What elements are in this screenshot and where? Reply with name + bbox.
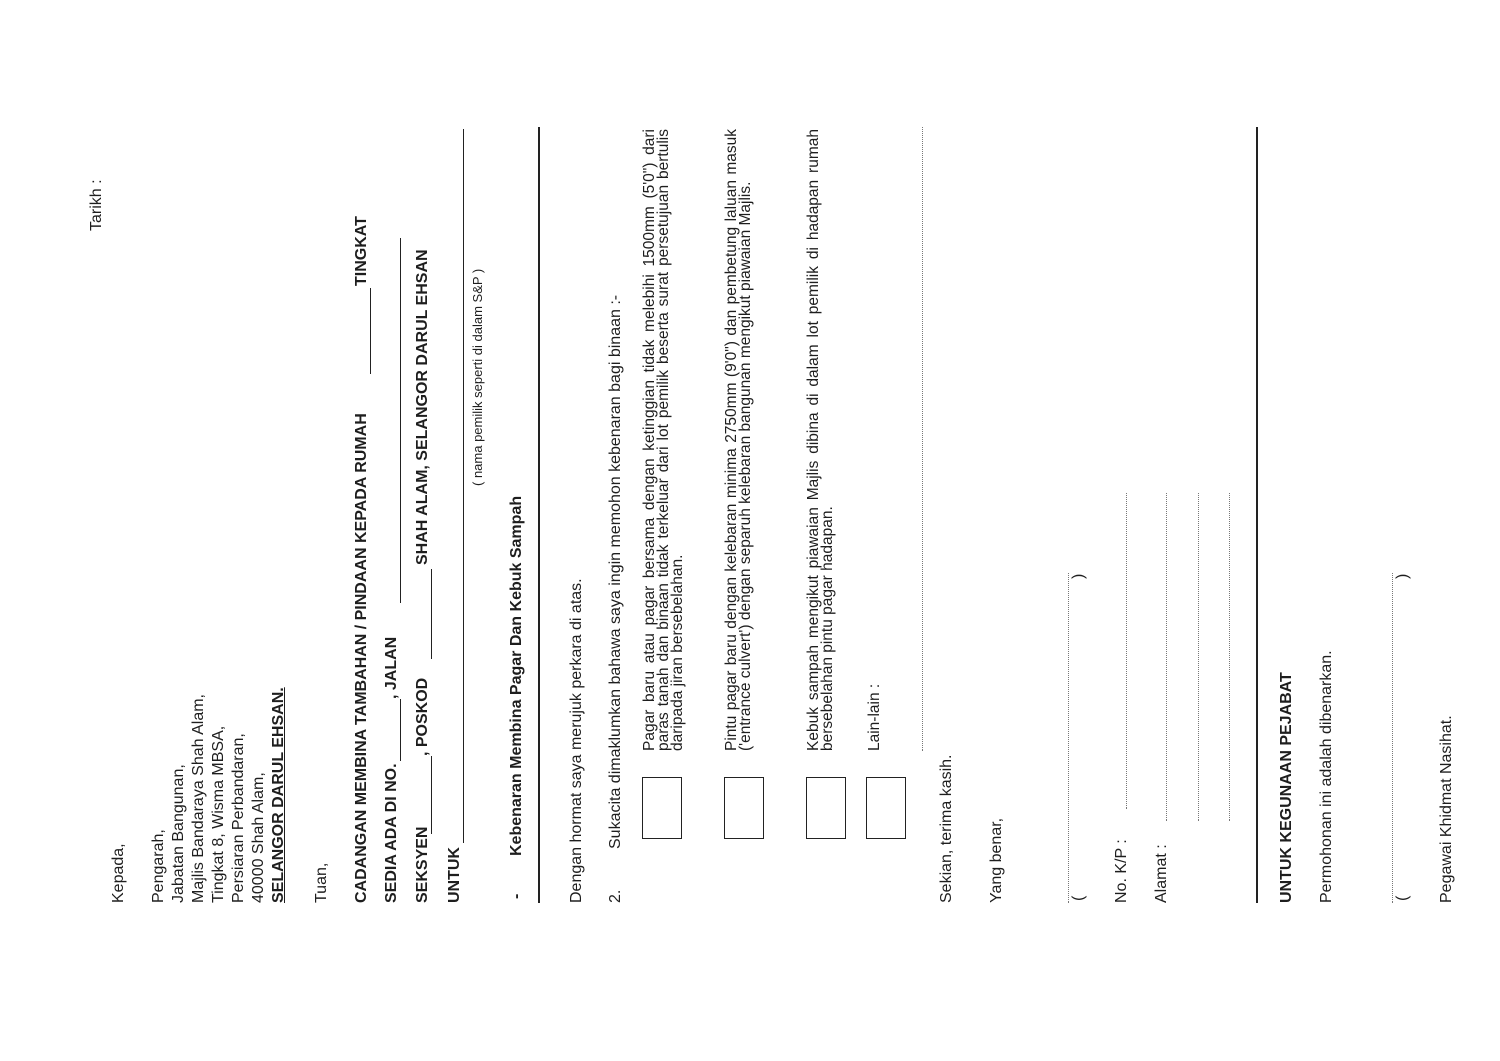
closing-thanks: Sekian, terima kasih.	[938, 754, 955, 903]
field-address-line-2[interactable]	[1198, 493, 1199, 821]
option-text-bin: Kebuk sampah mengikut piawaian Majlis dibina di dalam lot pemilik di hadapan rumah bersebelahan pintu pagar hadapan.	[805, 129, 836, 751]
salutation: Tuan,	[313, 862, 330, 903]
field-postcode[interactable]	[431, 569, 432, 659]
option-text-gate: Pintu pagar baru dengan kelebaran minima 2750mm (9'0") dan pembetung laluan masuk ('entrance culvert') dengan separuh kelebaran bangunan mengikut piawaian Majlis.	[723, 129, 754, 751]
option-text-fence: Pagar baru atau pagar bersama dengan ketinggian tidak melebihi 1500mm (5'0") dari paras tanah dan binaan tidak terkeluar dari lot pemilik beserta surat persetujuan bertulis daripada jiran bersebelahan.	[641, 129, 686, 751]
field-other-description[interactable]	[922, 127, 923, 751]
address-line: Persiaran Perbandaran,	[230, 733, 247, 903]
subject-line-3: SEKSYEN	[414, 826, 431, 903]
option-checkbox-fence[interactable]	[642, 777, 682, 839]
officer-paren-close: )	[1394, 573, 1411, 579]
field-house-no[interactable]	[400, 699, 401, 761]
ic-label: No. K/P :	[1113, 839, 1130, 903]
address-line: 40000 Shah Alam,	[250, 772, 267, 903]
intro-text: Dengan hormat saya merujuk perkara di atas.	[568, 578, 585, 903]
address-label: Alamat :	[1153, 844, 1170, 903]
signature-paren-open: (	[1070, 895, 1087, 901]
subject-line-1: CADANGAN MEMBINA TAMBAHAN / PINDAAN KEPADA RUMAH	[353, 413, 370, 903]
address-line: Tingkat 8, Wisma MBSA,	[210, 725, 227, 903]
field-address-line-1[interactable]	[1166, 493, 1167, 821]
subject-line-3-mid: , POSKOD	[414, 677, 431, 756]
field-ic-number[interactable]	[1126, 493, 1127, 809]
dash-bullet: -	[508, 893, 525, 899]
option-checkbox-gate[interactable]	[724, 777, 764, 839]
office-divider	[1256, 127, 1258, 903]
officer-title: Pegawai Khidmat Nasihat.	[1438, 715, 1455, 903]
item-intro: Sukacita dimaklumkan bahawa saya ingin memohon kebenaran bagi binaan :-	[607, 294, 624, 849]
subject-line-1-suffix: TINGKAT	[353, 216, 370, 286]
field-storey[interactable]	[370, 288, 371, 374]
subject-line-4: UNTUK	[446, 847, 463, 903]
to-label: Kepada,	[110, 843, 127, 903]
address-line: Jabatan Bangunan,	[170, 764, 187, 903]
address-line-state: SELANGOR DARUL EHSAN.	[270, 687, 287, 903]
permit-title: Kebenaran Membina Pagar Dan Kebuk Sampah	[508, 495, 525, 856]
officer-signature-line[interactable]	[1392, 573, 1393, 903]
subject-line-2-mid: , JALAN	[383, 636, 400, 699]
option-checkbox-other[interactable]	[866, 777, 906, 839]
field-section[interactable]	[431, 756, 432, 834]
office-approval: Permohonan ini adalah dibenarkan.	[1318, 650, 1335, 903]
subject-line-3-suffix: SHAH ALAM, SELANGOR DARUL EHSAN	[414, 249, 431, 565]
office-title: UNTUK KEGUNAAN PEJABAT	[1278, 672, 1295, 903]
date-label: Tarikh :	[88, 179, 105, 231]
officer-paren-open: (	[1394, 895, 1411, 901]
owner-note: ( nama pemilik seperti di dalam S&P )	[470, 268, 485, 486]
subject-line-2: SEDIA ADA DI NO.	[383, 763, 400, 903]
field-street[interactable]	[400, 238, 401, 603]
option-text-other: Lain-lain :	[866, 683, 883, 751]
signature-paren-close: )	[1070, 573, 1087, 579]
address-line: Pengarah,	[150, 829, 167, 903]
closing-yours: Yang benar,	[988, 817, 1005, 903]
signature-line[interactable]	[1068, 573, 1069, 903]
option-checkbox-bin[interactable]	[806, 777, 846, 839]
divider	[538, 127, 540, 903]
address-line: Majlis Bandaraya Shah Alam,	[190, 694, 207, 903]
item-number: 2.	[607, 889, 624, 903]
field-address-line-3[interactable]	[1229, 493, 1230, 821]
field-owner-name[interactable]	[463, 129, 464, 843]
